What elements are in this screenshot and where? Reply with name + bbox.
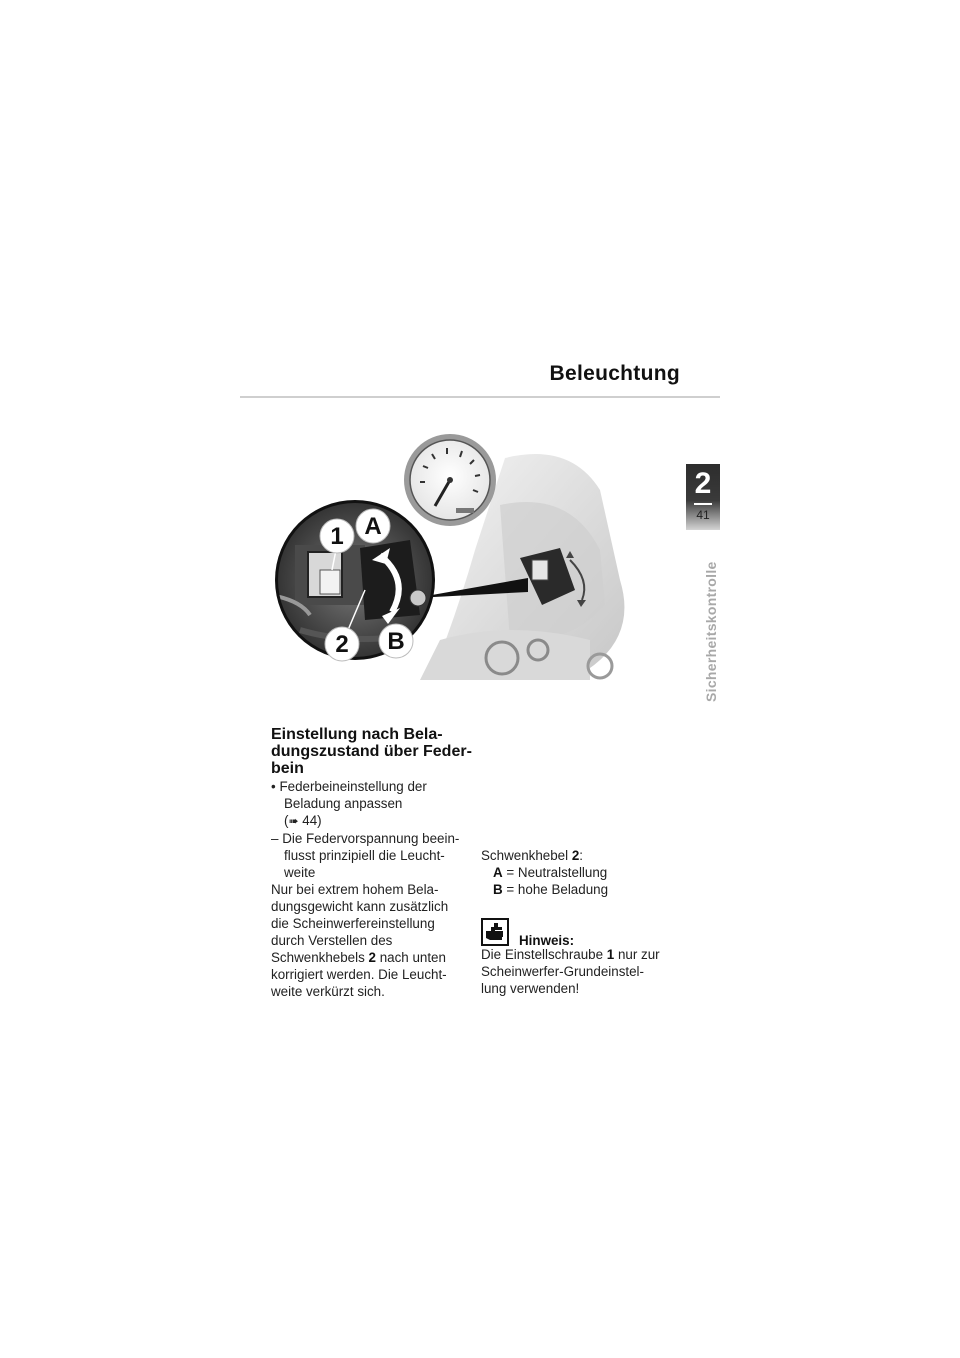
callout-1 xyxy=(320,519,354,553)
svg-text:B: B xyxy=(387,628,405,655)
left-column xyxy=(271,726,481,1000)
lever-legend: Schwenkhebel 2: A = Neutralstellung B = hohe Beladung xyxy=(481,847,691,898)
note-block: Hinweis: Die Einstellschraube 1 nur zur Scheinwerfer-Grundeinstel- lung verwenden! xyxy=(481,918,691,997)
svg-text:1: 1 xyxy=(330,523,344,550)
bullet-marker: • xyxy=(271,779,276,794)
page-number: 41 xyxy=(696,508,710,522)
legend-option-b: B = hohe Beladung xyxy=(493,882,609,897)
callout-b xyxy=(379,624,413,658)
speedometer-gauge xyxy=(404,434,496,526)
dash-item: – Die Federvorspannung beein- flusst prinzipiell die Leucht- weite xyxy=(271,831,460,880)
dash-marker: – xyxy=(271,831,279,846)
note-hand-icon xyxy=(481,918,509,946)
bullet-item: • Federbeineinstellung der Beladung anpassen (➠ 44) xyxy=(271,778,481,830)
callout-2 xyxy=(325,627,359,661)
section-heading: Einstellung nach Bela- dungszustand über Feder- bein xyxy=(271,726,472,777)
chapter-side-label: Sicherheitskontrolle xyxy=(703,561,719,702)
page-title: Beleuchtung xyxy=(549,362,680,385)
chapter-number: 2 xyxy=(694,467,712,500)
title-rule xyxy=(240,396,720,398)
svg-text:2: 2 xyxy=(335,631,349,658)
note-label: Hinweis: xyxy=(519,933,575,948)
reference-arrow-icon: ➠ xyxy=(288,814,299,828)
legend-option-a: A = Neutralstellung xyxy=(493,865,608,880)
body-paragraph: Nur bei extrem hohem Bela- dungsgewicht kann zusätzlich die Scheinwerfereinstellung durch Verstellen des Schwenkhebels 2 nach unten korrigiert werden. Die Leucht- weite verkürzt sich. xyxy=(271,882,449,999)
headlight-adjust-figure xyxy=(270,430,690,685)
chapter-tab xyxy=(686,464,720,530)
svg-text:A: A xyxy=(364,513,382,540)
callout-a xyxy=(356,509,390,543)
right-column xyxy=(481,847,691,997)
page-reference: (➠ 44) xyxy=(284,813,322,828)
chapter-divider xyxy=(694,503,712,505)
